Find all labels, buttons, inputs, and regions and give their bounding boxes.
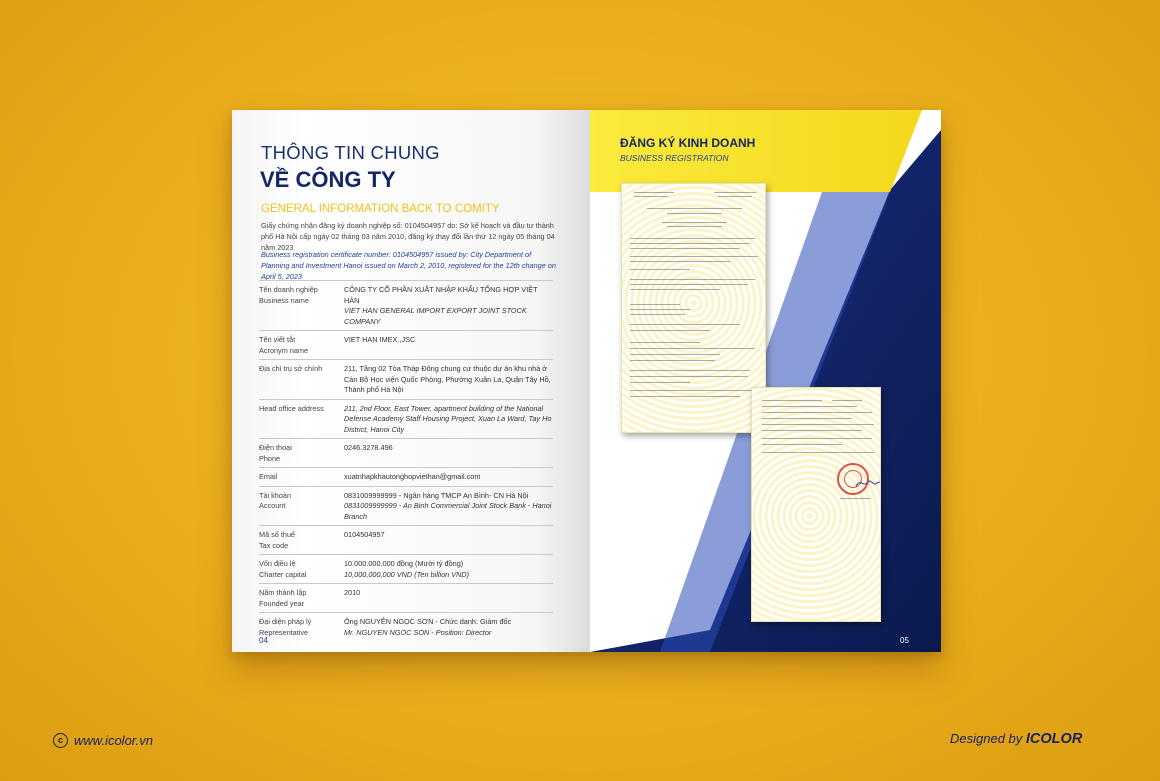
row-label-en: Phone [259, 453, 281, 463]
designed-by-label: Designed by [950, 731, 1023, 746]
row-value-en: VIET HAN GENERAL IMPORT EXPORT JOINT STOCK COMPANY [344, 306, 527, 326]
company-info-table [259, 280, 553, 641]
table-row [259, 612, 553, 641]
row-label-en: Tax code [259, 540, 289, 550]
page-number-right: 05 [900, 636, 909, 645]
row-value-vi: 2010 [344, 588, 361, 597]
row-value-vi: 0104504957 [344, 530, 385, 539]
section-title: ĐĂNG KÝ KINH DOANH [620, 136, 756, 150]
row-label-en: Representative [259, 627, 309, 637]
row-label-vi: Tài khoản [259, 490, 292, 500]
row-label-en: Charter capital [259, 569, 307, 579]
row-value-vi: 211, Tầng 02 Tòa Tháp Đông chung cư thuộc dự án khu nhà ở Cán Bộ Học viện Quốc Phòng, Phường Xuân La, Quận Tây Hồ, Thành phố Hà Nội [344, 364, 551, 394]
row-label-vi: Tên doanh nghiệp [259, 285, 318, 294]
brand-name: ICOLOR [1025, 731, 1083, 747]
row-label-en: Founded year [259, 598, 305, 608]
row-label-vi: Head office address [259, 403, 324, 413]
row-label-vi: Mã số thuế [259, 530, 296, 539]
table-row [259, 554, 553, 583]
table-row [259, 486, 553, 526]
intro-en: Business registration certificate number: 0104504957 issued by: City Department of Planning and Investment Hanoi issued on March 2, 2010, registered for the 12th change on April 5, 2023 [261, 250, 556, 281]
section-subtitle: BUSINESS REGISTRATION [620, 153, 729, 163]
row-value-en: 10,000,000,000 VND (Ten billion VND) [344, 569, 470, 579]
website-footer [53, 733, 153, 748]
registration-certificate-page-2 [751, 387, 881, 622]
copyright-icon: c [53, 733, 68, 748]
row-label-vi: Đại diện pháp lý [259, 617, 312, 626]
row-label-vi: Điện thoại [259, 443, 292, 452]
designer-credit [950, 731, 1082, 747]
row-value-en: 211, 2nd Floor, East Tower, apartment building of the National Defense Academy Staff Housing Project, Xuan La Ward, Tay Ho District, Hanoi City [344, 403, 552, 434]
row-label-vi: Địa chỉ trụ sở chính [259, 364, 323, 373]
right-page [590, 110, 941, 652]
row-label-en: Business name [259, 295, 309, 305]
row-value-en: Mr. NGUYEN NGOC SON - Position: Director [344, 627, 492, 637]
table-row [259, 399, 553, 439]
page-number-left: 04 [259, 636, 268, 645]
table-row [259, 280, 553, 330]
row-label-vi: Vốn điều lệ [259, 559, 296, 568]
row-value-vi: 0246.3278.496 [344, 443, 393, 452]
row-value-vi: Ông NGUYỄN NGỌC SƠN - Chức danh: Giám đốc [344, 617, 512, 626]
row-label-vi: Năm thành lập [259, 588, 307, 597]
intro-vi: Giấy chứng nhận đăng ký doanh nghiệp số: 0104504957 do: Sở kế hoạch và đầu tư thành phố Hà Nội cấp ngày 02 tháng 03 năm 2010, đăng ký thay đổi lần thứ 12 ngày 05 tháng 04 năm 2023 [261, 221, 555, 252]
row-label-vi: Email [259, 472, 278, 481]
row-value-en: 0831009999999 - An Binh Commercial Joint Stock Bank - Hanoi Branch [344, 501, 552, 521]
table-row [259, 583, 553, 612]
brochure-spread [232, 110, 941, 652]
row-value-vi: xuatnhapkhautonghopviethan@gmail.com [344, 472, 481, 481]
signature [855, 476, 881, 490]
row-label-en: Acronym name [259, 345, 309, 355]
row-label-vi: Tên viết tắt [259, 335, 296, 344]
yellow-band [590, 110, 922, 192]
row-value-vi: 0831009999999 - Ngân hàng TMCP An Bình- CN Hà Nội [344, 490, 529, 500]
table-row [259, 467, 553, 486]
page-subtitle: GENERAL INFORMATION BACK TO COMITY [261, 203, 500, 215]
row-label-en: Account [259, 501, 286, 510]
registration-certificate-page-1 [621, 183, 766, 433]
row-value-vi: VIET HAN IMEX.,JSC [344, 335, 416, 344]
row-value-vi: 10.000.000.000 đồng (Mười tỷ đồng) [344, 559, 464, 568]
page-title-line2: VỀ CÔNG TY [260, 167, 396, 192]
left-page [232, 110, 590, 652]
website-link[interactable]: www.icolor.vn [74, 733, 153, 748]
row-value-vi: CÔNG TY CỔ PHẦN XUẤT NHẬP KHẨU TỔNG HỢP VIỆT HÀN [344, 285, 538, 305]
table-row [259, 359, 553, 399]
table-row [259, 330, 553, 359]
table-row [259, 525, 553, 554]
table-row [259, 438, 553, 467]
page-title-line1: THÔNG TIN CHUNG [261, 142, 440, 163]
